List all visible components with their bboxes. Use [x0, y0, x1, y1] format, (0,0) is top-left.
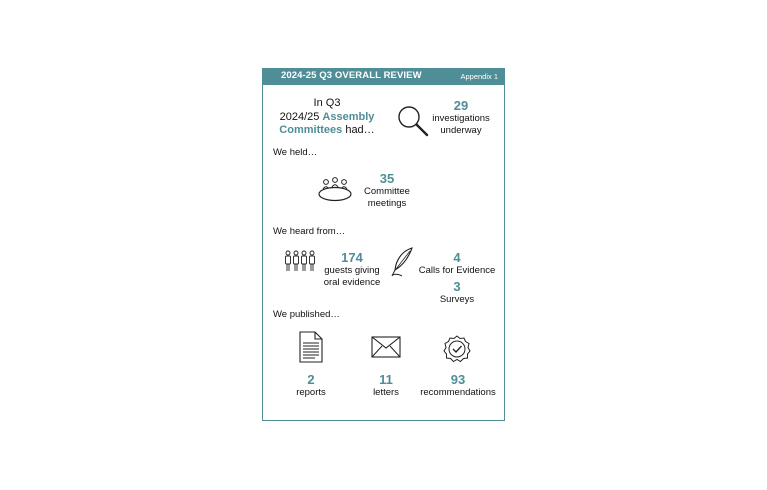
intro-line-2	[267, 111, 387, 125]
recommendations-value: 93	[450, 372, 466, 387]
guests-label-2: oral evidence	[323, 277, 381, 288]
letters-stat	[356, 372, 416, 399]
appendix-label: Appendix 1	[460, 72, 498, 81]
calls-stat	[413, 250, 501, 277]
intro-line-1: In Q3	[313, 97, 341, 109]
investigations-label-1: investigations	[432, 113, 490, 124]
reports-value: 2	[307, 372, 315, 387]
investigations-value: 29	[453, 98, 469, 113]
meetings-label-2: meetings	[367, 198, 407, 209]
letters-value: 11	[379, 372, 393, 387]
document-icon	[299, 331, 323, 363]
surveys-stat	[413, 279, 501, 306]
meeting-table-icon	[317, 176, 353, 202]
badge-check-icon	[443, 335, 471, 363]
title-banner	[263, 69, 504, 85]
intro-line-3	[267, 124, 387, 138]
guests-stat	[319, 250, 385, 289]
investigations-label-2: underway	[440, 125, 482, 136]
intro-text	[267, 97, 387, 138]
meetings-stat	[357, 171, 417, 210]
surveys-value: 3	[453, 279, 461, 294]
calls-label: Calls for Evidence	[418, 265, 496, 276]
recommendations-label: recommendations	[420, 387, 496, 398]
guests-value: 174	[341, 250, 363, 265]
reports-stat	[281, 372, 341, 399]
intro-prefix: 2024/25	[279, 110, 323, 123]
envelope-icon	[371, 336, 401, 358]
overview-card	[262, 68, 505, 421]
section-published: We published…	[273, 309, 340, 320]
reports-label: reports	[296, 387, 326, 398]
intro-highlight-assembly: Assembly	[322, 110, 375, 123]
calls-value: 4	[453, 250, 461, 265]
meetings-label-1: Committee	[364, 186, 410, 197]
guests-label-1: guests giving	[324, 265, 380, 276]
section-held: We held…	[273, 147, 318, 158]
intro-suffix: had…	[342, 124, 375, 136]
letters-label: letters	[373, 387, 399, 398]
section-heard: We heard from…	[273, 226, 346, 237]
recommendations-stat	[414, 372, 502, 399]
banner-title: 2024-25 Q3 OVERALL REVIEW	[281, 70, 422, 81]
intro-highlight-committees: Committees	[279, 124, 343, 136]
surveys-label: Surveys	[439, 294, 475, 305]
people-group-icon	[284, 250, 318, 274]
investigations-stat	[421, 98, 501, 137]
meetings-value: 35	[379, 171, 395, 186]
